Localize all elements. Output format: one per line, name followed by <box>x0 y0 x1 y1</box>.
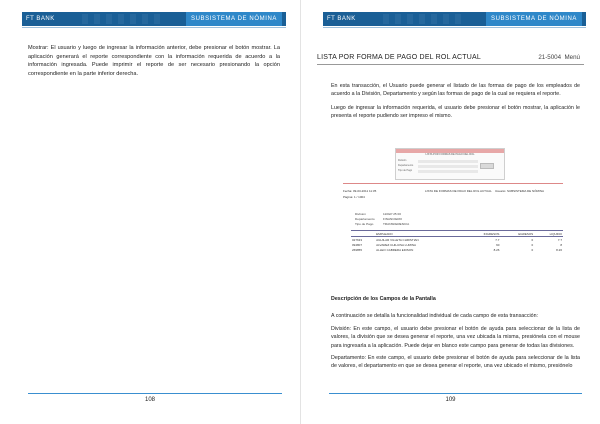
form-title: LISTA POR FORMAS DE PAGO DEL ROL <box>425 153 475 156</box>
brand-logo: FT BANK <box>327 12 381 26</box>
brand-logo: FT BANK <box>26 12 80 26</box>
departamento-field <box>418 165 478 168</box>
page-header <box>323 12 586 26</box>
report-user: Usuario: SUBSISTEMA DE NÓMINA <box>495 189 545 193</box>
fields-description-heading: Descripción de los Campos de la Pantalla <box>331 296 436 302</box>
intro-paragraph: En esta transacción, el Usuario puede generar el listado de las formas de pago de los empleados de acuerdo a la División, Departamento y según las formas de pago de la cual se requiera el reporte. <box>331 83 580 98</box>
report-title: LISTA DE FORMAS DE PAGO DEL ROL ACTUAL <box>425 189 492 193</box>
report-table <box>351 230 563 252</box>
fields-intro-paragraph: A continuación se detalla la funcionalidad individual de cada campo de esta transacción: <box>331 313 539 319</box>
divider-line <box>343 183 563 184</box>
page-number: 109 <box>445 397 456 403</box>
menu-link[interactable]: Menú <box>564 54 580 61</box>
footer-rule <box>28 393 282 394</box>
header-decoration <box>383 14 463 24</box>
table-row: 269855 ALLEO CABRERA EDISON 8.26 0 8.26 <box>352 247 562 252</box>
departamento-paragraph: Departamento: En este campo, el usuario debe presionar el botón de ayuda para seleccionar de la lista de valores, el departamento en que se desea generar el reporte, una vez ubicado el mismo, presiónelo <box>331 355 580 370</box>
division-paragraph: División: En este campo, el usuario debe presionar el botón de ayuda para seleccionar de la lista de valores, la división que se desea generar el reporte, una vez ubicada la misma, presiónela con el mouse para ingresarla a la aplicación. Puede dejar en blanco este campo para generar de todas las divisiones. <box>331 326 580 349</box>
section-rule <box>317 64 584 65</box>
body-paragraph: Mostrar: El usuario y luego de ingresar la información anterior, debe presionar el botón mostrar. La aplicación generará el reporte correspondiente con la información requerida de acuerdo a la información ingresada. Puede imprimir el reporte de ser necesario presionando la opción correspondiente en la parte inferior derecha. <box>28 45 280 77</box>
field-label-tipo-pago: Tipo de Pago <box>398 169 413 172</box>
section-code <box>538 54 580 61</box>
table-row: 027633 AGUILAR VILLETA CHRISTIAN 7.7 0 7.7 <box>352 237 562 242</box>
right-page <box>300 0 600 424</box>
field-label-division: División <box>398 159 407 162</box>
col-egresos: EGRESOS <box>500 231 534 237</box>
col-empleado: EMPLEADO <box>375 231 465 237</box>
meta-row: Division 110GP 25 00 <box>355 212 401 216</box>
report-page-number: Página: 1 / 1004 <box>343 195 365 199</box>
report-meta <box>355 212 409 227</box>
page-number: 108 <box>144 397 155 403</box>
section-title: LISTA POR FORMA DE PAGO DEL ROL ACTUAL <box>317 54 481 61</box>
transaction-code: 21-5004 <box>538 54 562 61</box>
mostrar-button <box>480 163 494 169</box>
field-label-departamento: Departamento <box>398 164 414 167</box>
meta-row: Departamento FINANCIERO <box>355 217 403 221</box>
table-row: 094807 ALVAREZ CHILUISA LUMINA 60 0 8 <box>352 242 562 247</box>
system-title: SUBSISTEMA DE NÓMINA <box>486 12 582 26</box>
page-header <box>22 12 286 26</box>
division-field <box>418 160 478 163</box>
meta-row: Tipo de Pago TRANSFERENCIA <box>355 222 410 226</box>
header-rule <box>22 27 286 28</box>
footer-rule <box>329 393 582 394</box>
tipo-pago-field <box>418 170 478 173</box>
system-title: SUBSISTEMA DE NÓMINA <box>186 12 282 26</box>
header-rule <box>323 27 586 28</box>
header-decoration <box>82 14 162 24</box>
report-screenshot <box>343 145 563 277</box>
parameter-form <box>395 148 505 180</box>
col-liquido: LIQUIDO <box>534 231 563 237</box>
report-date: Fecha: 09-03-2011 11:35 <box>343 189 377 193</box>
instruction-paragraph: Luego de ingresar la información requerida, el usuario debe presionar el botón mostrar, la aplicación le presenta el reporte pudiendo ser impreso el mismo. <box>331 105 580 120</box>
col-ingresos: INGRESOS <box>465 231 501 237</box>
